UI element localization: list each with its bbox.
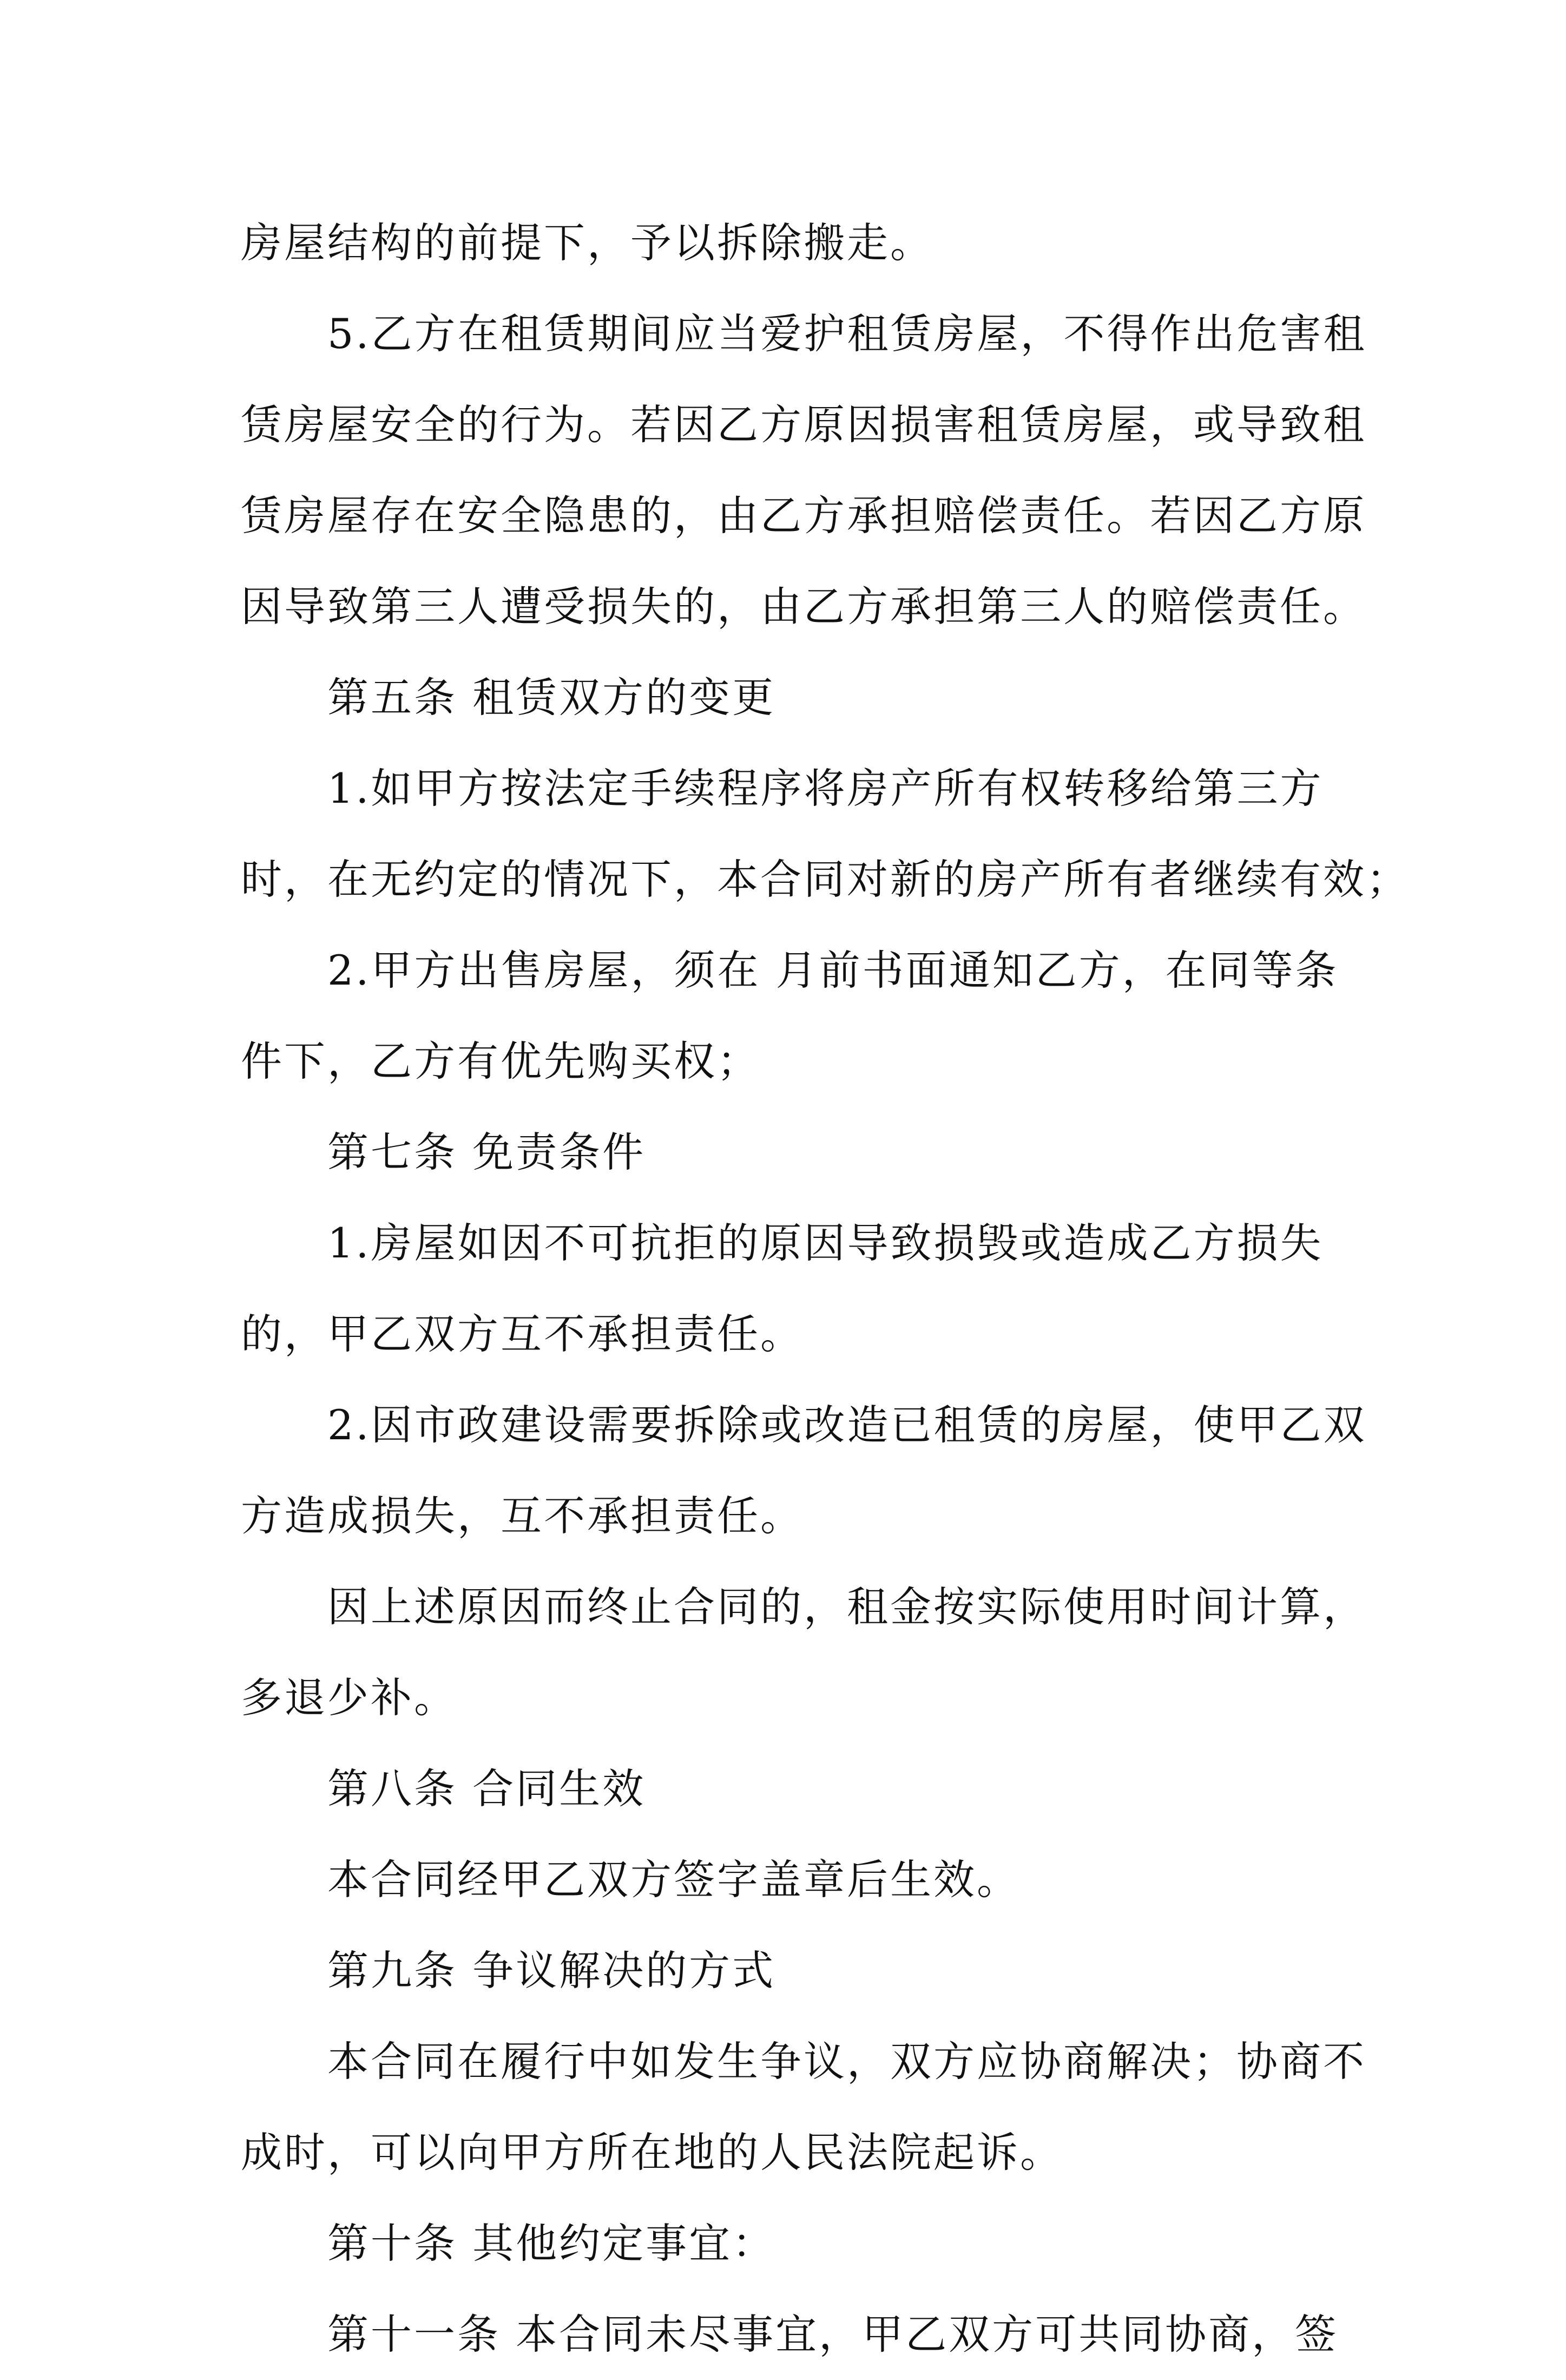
text-line: 赁房屋存在安全隐患的，由乙方承担赔偿责任。若因乙方原 xyxy=(241,491,1366,540)
clause-1-line: 1.房屋如因不可抗拒的原因导致损毁或造成乙方损失 xyxy=(327,1219,1324,1267)
text-line: 赁房屋安全的行为。若因乙方原因损害租赁房屋，或导致租 xyxy=(241,401,1366,449)
clause-2-line: 2.因市政建设需要拆除或改造已租赁的房屋，使甲乙双 xyxy=(327,1401,1367,1449)
clause-5-line: 5.乙方在租赁期间应当爱护租赁房屋，不得作出危害租 xyxy=(327,310,1367,358)
section-heading-article-7: 第七条 免责条件 xyxy=(327,1128,646,1176)
section-heading-article-8: 第八条 合同生效 xyxy=(327,1765,646,1813)
text-line: 因导致第三人遭受损失的，由乙方承担第三人的赔偿责任。 xyxy=(241,582,1366,631)
paragraph-line: 本合同在履行中如发生争议，双方应协商解决；协商不 xyxy=(327,2037,1366,2086)
text-line: 成时，可以向甲方所在地的人民法院起诉。 xyxy=(241,2128,1063,2176)
document-body xyxy=(241,198,1410,2380)
section-heading-article-9: 第九条 争议解决的方式 xyxy=(327,1946,776,1995)
section-heading-article-11: 第十一条 本合同未尽事宜，甲乙双方可共同协商，签 xyxy=(327,2310,1339,2358)
section-heading-article-10: 第十条 其他约定事宜： xyxy=(327,2219,776,2267)
paragraph-line: 本合同经甲乙双方签字盖章后生效。 xyxy=(327,1856,1020,1904)
text-line: 件下，乙方有优先购买权； xyxy=(241,1037,760,1085)
text-line: 多退少补。 xyxy=(241,1674,457,1722)
paragraph-line: 因上述原因而终止合同的，租金按实际使用时间计算， xyxy=(327,1583,1366,1631)
text-line: 方造成损失，互不承担责任。 xyxy=(241,1492,804,1540)
clause-1-line: 1.如甲方按法定手续程序将房产所有权转移给第三方 xyxy=(327,764,1324,812)
text-line: 时，在无约定的情况下，本合同对新的房产所有者继续有效； xyxy=(241,855,1410,903)
section-heading-article-5: 第五条 租赁双方的变更 xyxy=(327,673,776,722)
text-line: 的，甲乙双方互不承担责任。 xyxy=(241,1310,804,1358)
clause-2-line: 2.甲方出售房屋，须在 月前书面通知乙方，在同等条 xyxy=(327,946,1339,994)
text-line: 房屋结构的前提下，予以拆除搬走。 xyxy=(241,219,933,267)
